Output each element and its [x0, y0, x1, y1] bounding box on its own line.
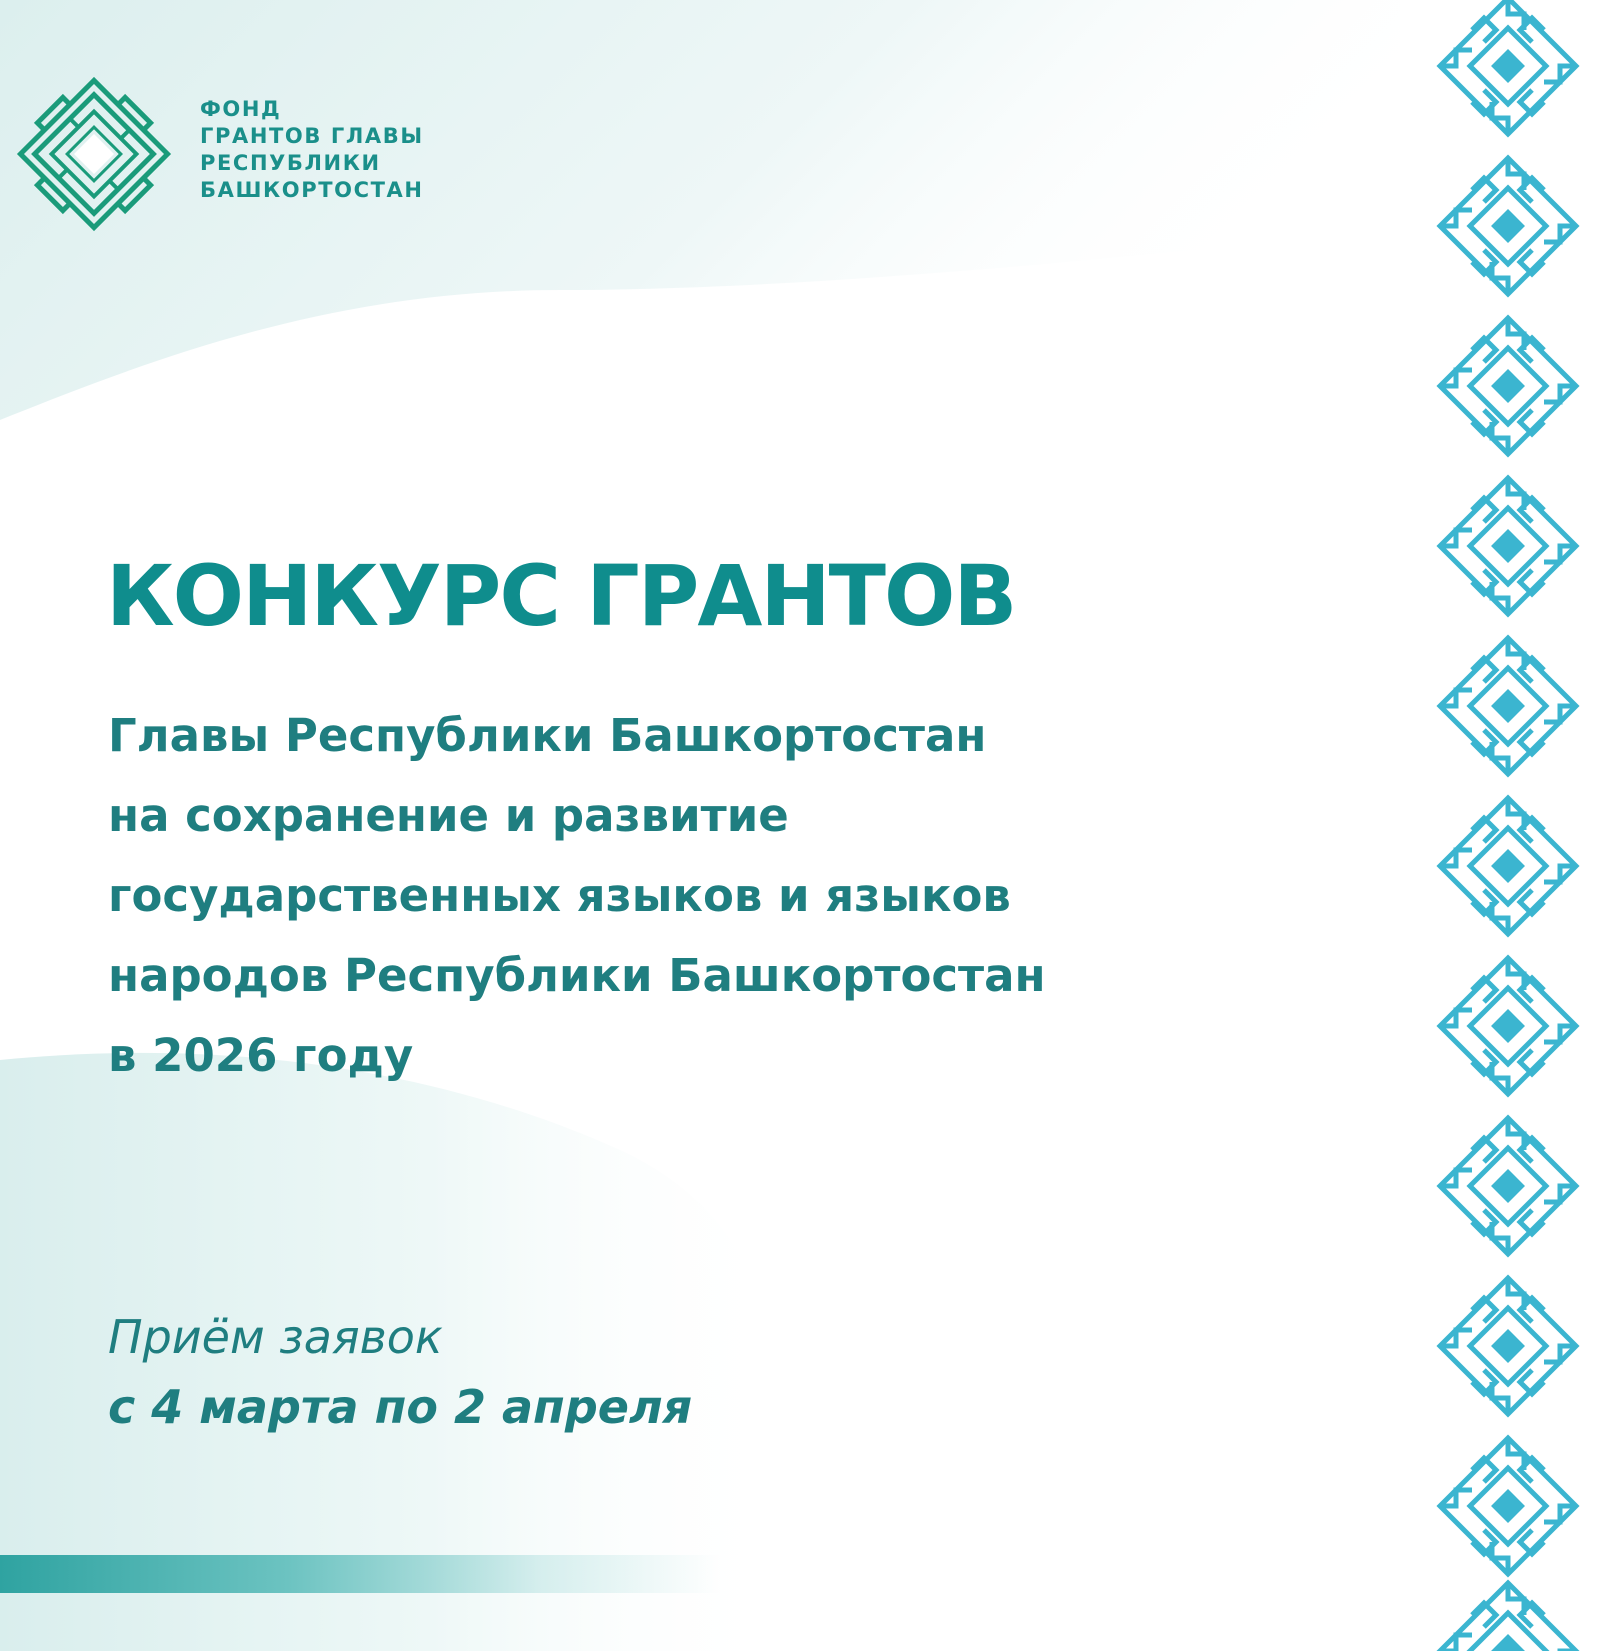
fund-name-line: РЕСПУБЛИКИ [200, 151, 381, 175]
application-dates: с 4 марта по 2 апреля [108, 1380, 693, 1434]
subtitle-line: в 2026 году [108, 1029, 414, 1082]
bashkir-ornament-icon [1440, 638, 1576, 774]
bashkir-ornament-icon [1440, 318, 1576, 454]
ornament-column [1428, 0, 1588, 1651]
bashkir-ornament-icon [1440, 1118, 1576, 1254]
bashkir-ornament-icon [1440, 0, 1576, 134]
page-title: КОНКУРС ГРАНТОВ [106, 547, 1016, 645]
bashkir-ornament-icon [1440, 478, 1576, 614]
bashkir-ornament-icon [1440, 958, 1576, 1094]
decorative-stripe [0, 1555, 720, 1593]
application-period [108, 1302, 692, 1442]
subtitle-line: государственных языков и языков [108, 869, 1011, 922]
subtitle-line: народов Республики Башкортостан [108, 949, 1046, 1002]
fund-name-line: ГРАНТОВ ГЛАВЫ [200, 124, 424, 148]
bashkir-ornament-icon [1440, 1438, 1576, 1574]
subtitle-line: на сохранение и развитие [108, 789, 789, 842]
fund-name-line: ФОНД [200, 97, 282, 121]
bashkir-ornament-icon [1440, 158, 1576, 294]
bashkir-ornament-icon [1440, 798, 1576, 934]
fund-name [200, 96, 424, 204]
fund-name-line: БАШКОРТОСТАН [200, 178, 424, 202]
diamond-maze-logo-icon [14, 74, 174, 234]
bashkir-ornament-icon [1440, 1583, 1576, 1651]
subtitle [108, 696, 1046, 1096]
bashkir-ornament-icon [1440, 1278, 1576, 1414]
subtitle-line: Главы Республики Башкортостан [108, 709, 987, 762]
application-label: Приём заявок [108, 1310, 443, 1364]
fund-logo [14, 74, 174, 234]
